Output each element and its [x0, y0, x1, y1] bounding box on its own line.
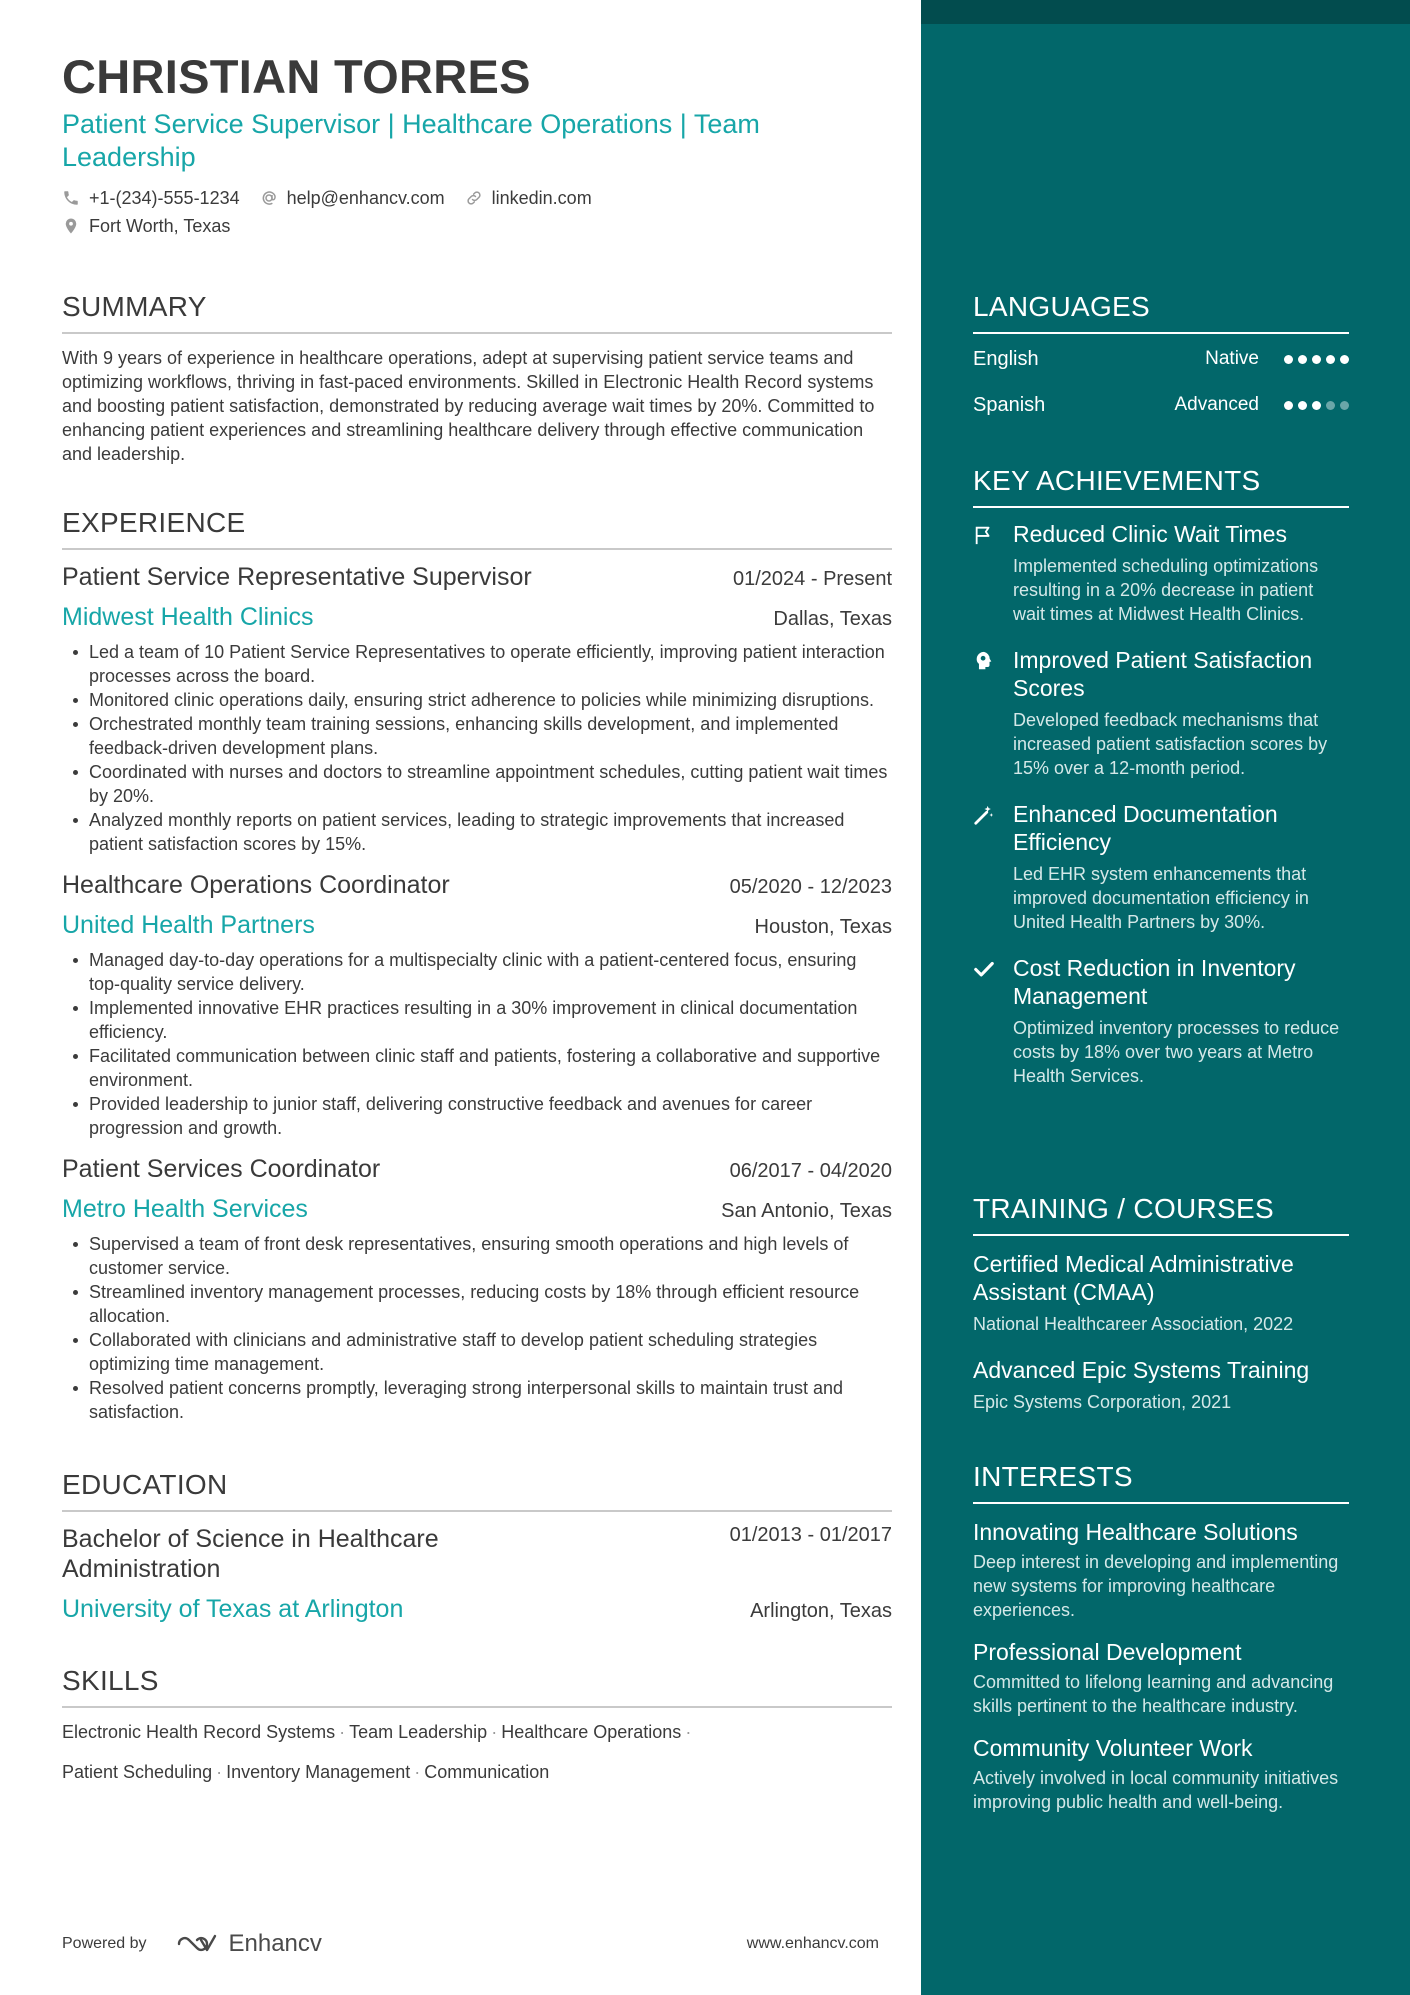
- achievement-body: [1013, 800, 1349, 934]
- achievement-body: [1013, 646, 1349, 780]
- education-entry: [62, 1524, 892, 1624]
- job-title: Healthcare Operations Coordinator: [62, 871, 450, 899]
- language-name: Spanish: [973, 393, 1046, 416]
- skills-line: Electronic Health Record Systems · Team Leadership · Healthcare Operations ·: [62, 1722, 692, 1742]
- job-title: Patient Service Representative Supervisor: [62, 563, 532, 591]
- contact-email[interactable]: [260, 188, 445, 209]
- school: University of Texas at Arlington: [62, 1595, 404, 1623]
- interest-title: Professional Development: [973, 1639, 1242, 1665]
- interests-title: INTERESTS: [973, 1460, 1349, 1504]
- skill-item: Communication: [424, 1762, 550, 1782]
- interest-title: Innovating Healthcare Solutions: [973, 1519, 1298, 1545]
- degree: Bachelor of Science in Healthcare Administration: [62, 1525, 439, 1583]
- phone-icon: [62, 189, 80, 207]
- job-header: [62, 1154, 892, 1184]
- powered-by-label: Powered by: [62, 1935, 147, 1952]
- skill-item: Inventory Management: [226, 1762, 411, 1782]
- dot-filled: [1312, 355, 1321, 364]
- course-item: [973, 1356, 1349, 1414]
- job-bullet: Analyzed monthly reports on patient services, leading to strategic improvements that increased patient satisfaction scores by 15%.: [62, 808, 892, 856]
- achievement-item: [973, 800, 1349, 934]
- achievement-title: Enhanced Documentation Efficiency: [1013, 801, 1278, 855]
- job-header: [62, 562, 892, 592]
- footer-url[interactable]: www.enhancv.com: [746, 1935, 879, 1952]
- footer-left: [62, 1930, 322, 1958]
- interest-desc: Deep interest in developing and implementing new systems for improving healthcare experiences.: [973, 1552, 1339, 1620]
- contact-row: [62, 186, 892, 210]
- achievement-title: Cost Reduction in Inventory Management: [1013, 955, 1296, 1009]
- job-company-row: [62, 910, 892, 940]
- job-company: Metro Health Services: [62, 1195, 308, 1223]
- skills-title: SKILLS: [62, 1664, 892, 1708]
- interest-title: Community Volunteer Work: [973, 1735, 1253, 1761]
- enhancv-logo[interactable]: [175, 1930, 322, 1958]
- achievement-icon-wrap: [973, 800, 999, 934]
- dot-filled: [1298, 355, 1307, 364]
- summary-text: With 9 years of experience in healthcare operations, adept at supervising patient service teams and optimizing workflows, thriving in fast-paced environments. Skilled in Electronic Health Record systems and boosting patient satisfaction, demonstrated by reducing average wait times by 20%. Committed to enhancing patient experiences and streamlining healthcare delivery through effective communication and leadership.: [62, 348, 875, 464]
- job-header: [62, 870, 892, 900]
- course-title: Certified Medical Administrative Assistant (CMAA): [973, 1251, 1294, 1305]
- achievement-desc: Developed feedback mechanisms that increased patient satisfaction scores by 15% over a 12-month period.: [1013, 710, 1328, 778]
- dot-empty: [1340, 401, 1349, 410]
- job-bullet: Led a team of 10 Patient Service Representatives to operate efficiently, improving patient interaction processes across the board.: [62, 640, 892, 688]
- course-item: [973, 1250, 1349, 1336]
- linkedin-text: linkedin.com: [491, 187, 592, 208]
- location-pin-icon: [62, 217, 80, 235]
- achievement-icon-wrap: [973, 646, 999, 780]
- phone-text: +1-(234)-555-1234: [89, 187, 240, 208]
- job-entry: [62, 870, 892, 1140]
- education-header: [62, 1524, 892, 1584]
- achievements-section: [973, 464, 1349, 1088]
- achievement-item: [973, 520, 1349, 626]
- contact-phone[interactable]: [62, 188, 240, 209]
- job-bullet: Streamlined inventory management processes, reducing costs by 18% through efficient resource allocation.: [62, 1280, 892, 1328]
- achievement-desc: Implemented scheduling optimizations resulting in a 20% decrease in patient wait times at Midwest Health Clinics.: [1013, 556, 1319, 624]
- job-location: San Antonio, Texas: [721, 1200, 892, 1222]
- dot-empty: [1326, 401, 1335, 410]
- achievement-desc: Optimized inventory processes to reduce costs by 18% over two years at Metro Health Services.: [1013, 1018, 1340, 1086]
- course-provider: National Healthcareer Association, 2022: [973, 1314, 1294, 1334]
- job-bullet: Facilitated communication between clinic staff and patients, fostering a collaborative and supportive environment.: [62, 1044, 892, 1092]
- job-bullets: [62, 1232, 892, 1424]
- headline: Patient Service Supervisor | Healthcare Operations | Team Leadership: [62, 109, 760, 172]
- job-title: Patient Services Coordinator: [62, 1155, 381, 1183]
- magic-wand-icon: [973, 804, 995, 826]
- training-title: TRAINING / COURSES: [973, 1192, 1349, 1236]
- job-location: Dallas, Texas: [773, 608, 892, 630]
- achievements-title: KEY ACHIEVEMENTS: [973, 464, 1349, 508]
- dot-filled: [1298, 401, 1307, 410]
- achievement-desc: Led EHR system enhancements that improved documentation efficiency in United Health Partners by 30%.: [1013, 864, 1309, 932]
- contact-location: [62, 216, 230, 237]
- job-bullets: [62, 948, 892, 1140]
- summary-title: SUMMARY: [62, 290, 892, 334]
- skill-item: Electronic Health Record Systems: [62, 1722, 336, 1742]
- enhancv-logo-icon: [175, 1932, 221, 1956]
- job-bullet: Implemented innovative EHR practices resulting in a 30% improvement in clinical documentation efficiency.: [62, 996, 892, 1044]
- course-provider: Epic Systems Corporation, 2021: [973, 1392, 1232, 1412]
- achievement-title: Reduced Clinic Wait Times: [1013, 521, 1287, 547]
- skill-item: Healthcare Operations: [501, 1722, 682, 1742]
- job-company: Midwest Health Clinics: [62, 603, 314, 631]
- job-date: 06/2017 - 04/2020: [729, 1160, 892, 1182]
- dot-filled: [1326, 355, 1335, 364]
- email-text: help@enhancv.com: [286, 187, 445, 208]
- job-bullet: Provided leadership to junior staff, delivering constructive feedback and avenues for career progression and growth.: [62, 1092, 892, 1140]
- job-bullet: Orchestrated monthly team training sessions, enhancing skills development, and implemented feedback-driven development plans.: [62, 712, 892, 760]
- language-level: Native: [1205, 348, 1259, 369]
- achievement-icon-wrap: [973, 954, 999, 1088]
- footer: [62, 1930, 879, 1958]
- sidebar: [921, 0, 1410, 1995]
- achievement-item: [973, 646, 1349, 780]
- job-bullet: Managed day-to-day operations for a multispecialty clinic with a patient-centered focus, ensuring top-quality service delivery.: [62, 948, 892, 996]
- dot-filled: [1312, 401, 1321, 410]
- at-icon: [260, 189, 278, 207]
- language-name: English: [973, 347, 1039, 370]
- dot-filled: [1340, 355, 1349, 364]
- job-date: 01/2024 - Present: [733, 568, 892, 590]
- achievement-title: Improved Patient Satisfaction Scores: [1013, 647, 1313, 701]
- interests-section: [973, 1460, 1349, 1814]
- sidebar-top-bar: [921, 0, 1410, 24]
- achievement-item: [973, 954, 1349, 1088]
- contact-row-location: [62, 214, 892, 238]
- interest-desc: Actively involved in local community initiatives improving public health and well-being.: [973, 1768, 1339, 1812]
- training-section: [973, 1192, 1349, 1414]
- job-bullet: Monitored clinic operations daily, ensuring strict adherence to policies while minimizing disruptions.: [62, 688, 892, 712]
- checkmark-icon: [973, 958, 995, 980]
- dot-filled: [1284, 401, 1293, 410]
- education-section: [62, 1468, 892, 1624]
- job-entry: [62, 1154, 892, 1424]
- job-location: Houston, Texas: [754, 916, 892, 938]
- course-title: Advanced Epic Systems Training: [973, 1357, 1310, 1383]
- job-company: United Health Partners: [62, 911, 315, 939]
- skills-line: Patient Scheduling · Inventory Management · Communication: [62, 1762, 550, 1782]
- job-bullet: Supervised a team of front desk representatives, ensuring smooth operations and high levels of customer service.: [62, 1232, 892, 1280]
- education-date: 01/2013 - 01/2017: [729, 1524, 892, 1546]
- language-row: [973, 346, 1349, 372]
- job-entry: [62, 562, 892, 856]
- language-level: Advanced: [1174, 394, 1259, 415]
- contact-linkedin[interactable]: [465, 188, 592, 209]
- skill-item: Patient Scheduling: [62, 1762, 213, 1782]
- job-date: 05/2020 - 12/2023: [729, 876, 892, 898]
- experience-title: EXPERIENCE: [62, 506, 892, 550]
- job-bullet: Coordinated with nurses and doctors to streamline appointment schedules, cutting patient wait times by 20%.: [62, 760, 892, 808]
- education-school-row: [62, 1594, 892, 1624]
- achievement-icon-wrap: [973, 520, 999, 626]
- job-company-row: [62, 602, 892, 632]
- job-bullets: [62, 640, 892, 856]
- job-bullet: Collaborated with clinicians and administrative staff to develop patient scheduling strategies optimizing time management.: [62, 1328, 892, 1376]
- brand-text: Enhancv: [228, 1930, 322, 1957]
- interest-desc: Committed to lifelong learning and advancing skills pertinent to the healthcare industry.: [973, 1672, 1334, 1716]
- job-company-row: [62, 1194, 892, 1224]
- summary-section: [62, 290, 892, 466]
- language-row: [973, 392, 1349, 418]
- language-dots: [1279, 355, 1349, 364]
- dot-filled: [1284, 355, 1293, 364]
- achievement-body: [1013, 954, 1349, 1088]
- link-icon: [465, 189, 483, 207]
- skill-item: Team Leadership: [349, 1722, 488, 1742]
- interest-item: [973, 1518, 1349, 1622]
- education-location: Arlington, Texas: [750, 1600, 892, 1622]
- education-title: EDUCATION: [62, 1468, 892, 1512]
- interest-item: [973, 1638, 1349, 1718]
- location-text: Fort Worth, Texas: [89, 215, 231, 236]
- job-bullet: Resolved patient concerns promptly, leveraging strong interpersonal skills to maintain trust and satisfaction.: [62, 1376, 892, 1424]
- achievement-body: [1013, 520, 1349, 626]
- experience-section: [62, 506, 892, 1424]
- language-dots: [1279, 401, 1349, 410]
- interest-item: [973, 1734, 1349, 1814]
- head-lightbulb-icon: [973, 650, 995, 672]
- languages-title: LANGUAGES: [973, 290, 1349, 334]
- flag-icon: [973, 524, 995, 546]
- skills-section: [62, 1664, 892, 1784]
- candidate-name: CHRISTIAN TORRES: [62, 50, 531, 103]
- languages-section: [973, 290, 1349, 418]
